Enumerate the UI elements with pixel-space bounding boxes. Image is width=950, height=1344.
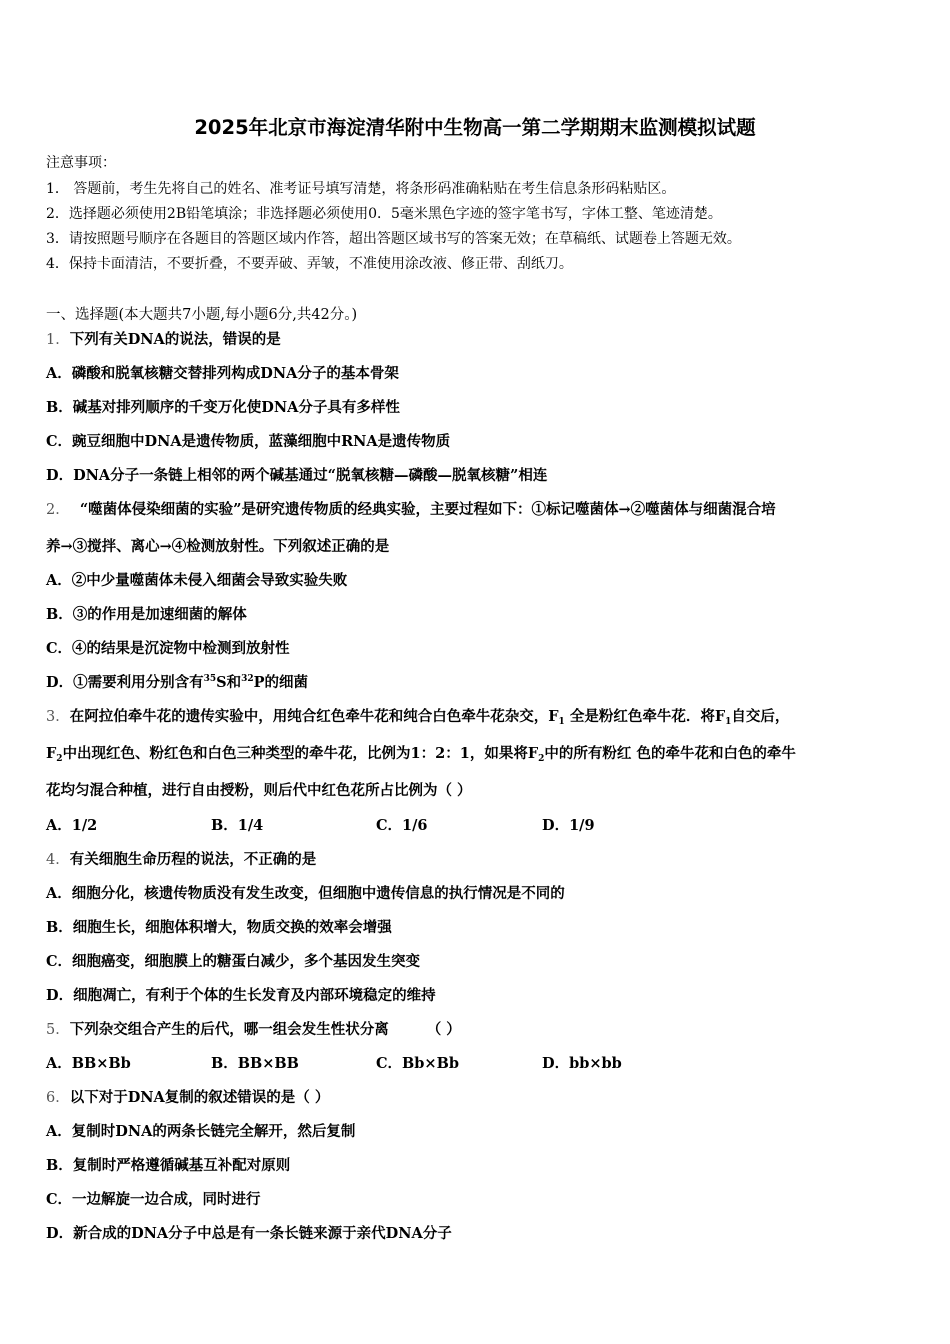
question-text: 自交后，	[731, 708, 790, 725]
q1-option-c: C．豌豆细胞中DNA是遗传物质，蓝藻细胞中RNA是遗传物质	[46, 433, 451, 450]
q3-option-b: B．1/4	[211, 817, 264, 834]
notice-item: 4．保持卡面清洁，不要折叠，不要弄破、弄皱，不准使用涂改液、修正带、刮纸刀。	[46, 256, 573, 272]
q5-option-c: C．Bb×Bb	[376, 1055, 459, 1072]
question-number: 4．	[46, 852, 70, 868]
question-text: F	[46, 745, 57, 762]
question-2-stem-line2: 养→③搅拌、离心→④检测放射性。下列叙述正确的是	[46, 538, 390, 555]
question-number: 2．	[46, 502, 70, 518]
question-6-stem	[46, 1086, 329, 1107]
q2-option-b: B．③的作用是加速细菌的解体	[46, 606, 247, 623]
question-text: 以下对于DNA复制的叙述错误的是（ ）	[69, 1089, 330, 1106]
question-text: “噬菌体侵染细菌的实验”是研究遗传物质的经典实验，主要过程如下：①标记噬菌体→②噬菌体与细菌混合培	[79, 501, 776, 518]
question-3-stem-line3: 花均匀混合种植，进行自由授粉，则后代中红色花所占比例为（ ）	[46, 782, 472, 799]
subscript: 1	[558, 717, 565, 727]
q3-option-d: D．1/9	[542, 817, 595, 834]
question-2-stem-line1	[46, 498, 776, 519]
option-text: S和	[216, 674, 242, 691]
question-4-stem	[46, 848, 316, 869]
question-3-stem-line2	[46, 742, 796, 764]
answer-paren: （ ）	[426, 1021, 461, 1038]
q6-option-d: D．新合成的DNA分子中总是有一条长链来源于亲代DNA分子	[46, 1225, 452, 1242]
subscript: 2	[538, 754, 545, 764]
question-3-stem-line1	[46, 705, 789, 727]
subscript: 1	[725, 717, 732, 727]
notice-item: 2．选择题必须使用2B铅笔填涂；非选择题必须使用0．5毫米黑色字迹的签字笔书写，字体工整、笔迹清楚。	[46, 206, 722, 222]
notice-heading: 注意事项：	[46, 155, 116, 171]
question-text: 在阿拉伯牵牛花的遗传实验中，用纯合红色牵牛花和纯合白色牵牛花杂交，F	[69, 708, 559, 725]
q3-option-a: A．1/2	[46, 817, 98, 834]
option-text: P的细菌	[253, 674, 309, 691]
question-number: 1．	[46, 332, 70, 348]
superscript: 35	[203, 674, 217, 684]
question-text: 下列杂交组合产生的后代，哪一组会发生性状分离	[69, 1021, 389, 1038]
option-text: D．①需要利用分别含有	[46, 674, 204, 691]
question-number: 3．	[46, 709, 70, 725]
question-text: 下列有关DNA的说法，错误的是	[69, 331, 281, 348]
question-text: 全是粉红色牵牛花．将F	[564, 708, 726, 725]
q4-option-d: D．细胞凋亡，有利于个体的生长发育及内部环境稳定的维持	[46, 987, 436, 1004]
section-heading: 一、选择题(本大题共7小题,每小题6分,共42分。)	[46, 307, 358, 323]
q6-option-b: B．复制时严格遵循碱基互补配对原则	[46, 1157, 291, 1174]
question-text: 中出现红色、粉红色和白色三种类型的牵牛花，比例为1：2：1，如果将F	[62, 745, 539, 762]
question-1-stem	[46, 328, 281, 349]
q6-option-a: A．复制时DNA的两条长链完全解开，然后复制	[46, 1123, 356, 1140]
q6-option-c: C．一边解旋一边合成，同时进行	[46, 1191, 261, 1208]
q5-option-b: B．BB×BB	[211, 1055, 299, 1072]
page-title: 2025年北京市海淀清华附中生物高一第二学期期末监测模拟试题	[194, 116, 756, 139]
question-text: 中的所有粉红 色的牵牛花和白色的牵牛	[544, 745, 796, 762]
q1-option-d: D．DNA分子一条链上相邻的两个碱基通过“脱氧核糖—磷酸—脱氧核糖”相连	[46, 467, 548, 484]
question-number: 6．	[46, 1090, 70, 1106]
question-number: 5．	[46, 1022, 70, 1038]
q1-option-b: B．碱基对排列顺序的千变万化使DNA分子具有多样性	[46, 399, 400, 416]
q5-option-a: A．BB×Bb	[46, 1055, 131, 1072]
q4-option-c: C．细胞癌变，细胞膜上的糖蛋白减少，多个基因发生突变	[46, 953, 421, 970]
q4-option-b: B．细胞生长，细胞体积增大，物质交换的效率会增强	[46, 919, 392, 936]
subscript: 2	[56, 754, 63, 764]
question-5-stem	[46, 1018, 461, 1039]
q4-option-a: A．细胞分化，核遗传物质没有发生改变，但细胞中遗传信息的执行情况是不同的	[46, 885, 565, 902]
q3-option-c: C．1/6	[376, 817, 428, 834]
q2-option-c: C．④的结果是沉淀物中检测到放射性	[46, 640, 290, 657]
q5-option-d: D．bb×bb	[542, 1055, 622, 1072]
q1-option-a: A．磷酸和脱氧核糖交替排列构成DNA分子的基本骨架	[46, 365, 399, 382]
notice-item: 1． 答题前，考生先将自己的姓名、准考证号填写清楚，将条形码准确粘贴在考生信息条形码粘贴区。	[46, 181, 676, 197]
q2-option-d	[46, 671, 308, 692]
question-text: 有关细胞生命历程的说法，不正确的是	[69, 851, 317, 868]
superscript: 32	[241, 674, 254, 684]
notice-item: 3．请按照题号顺序在各题目的答题区域内作答，超出答题区域书写的答案无效；在草稿纸、试题卷上答题无效。	[46, 231, 741, 247]
q2-option-a: A．②中少量噬菌体未侵入细菌会导致实验失败	[46, 572, 348, 589]
